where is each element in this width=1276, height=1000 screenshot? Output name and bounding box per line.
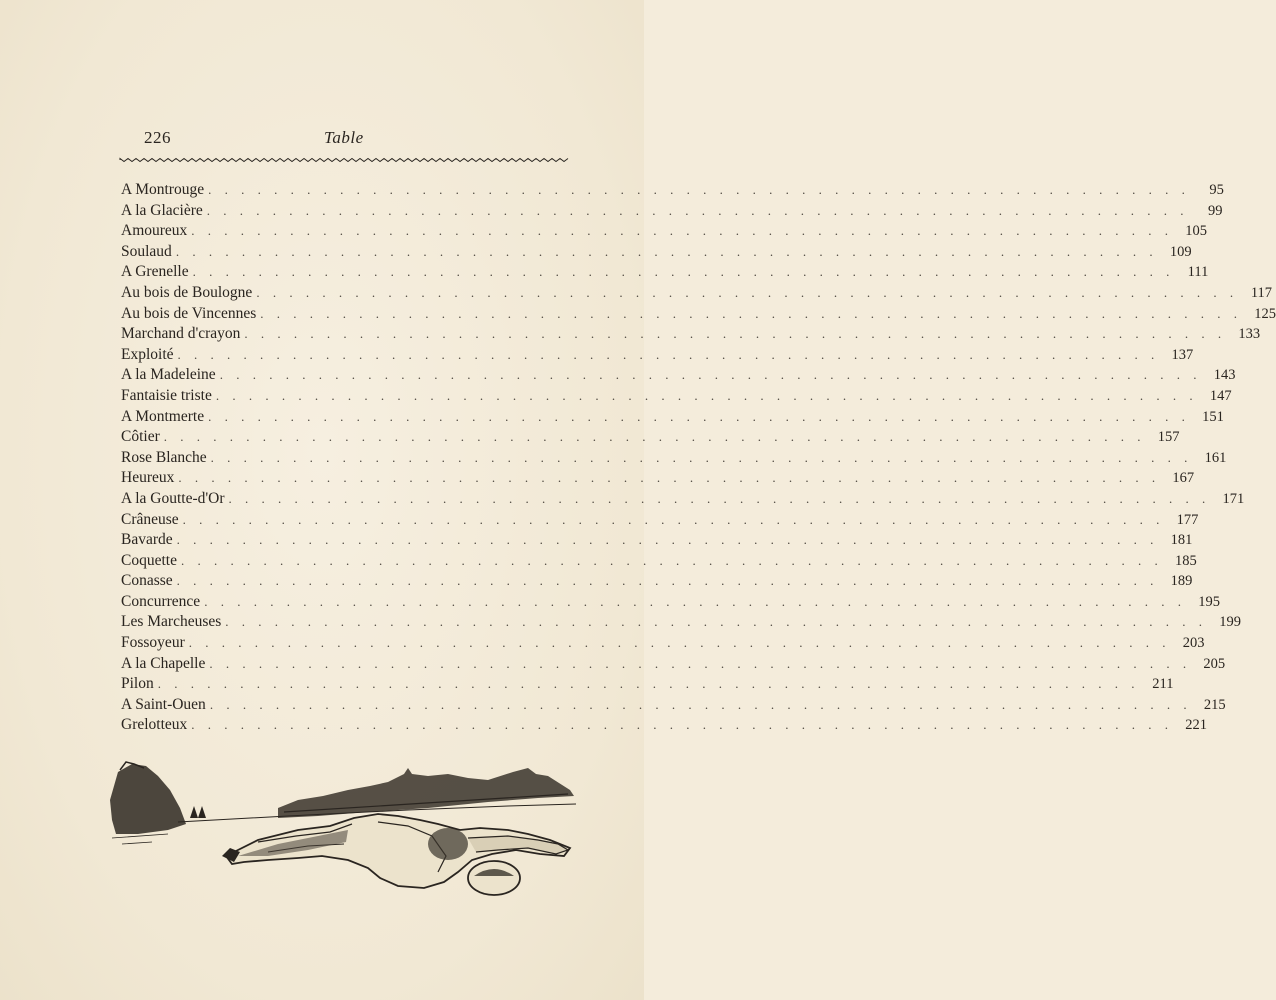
toc-leader-dots: . . . . . . . . . . . . . . . . . . . . . . . . . . . . . . . . . . . . . . . . . . . . . . . . . . . . . . . . . . . .: [191, 717, 1174, 733]
toc-entry-page: 147: [1209, 387, 1232, 404]
toc-entry: [121, 324, 1261, 345]
toc-entry-title: Bavarde: [121, 531, 173, 549]
toc-entry: [121, 407, 1224, 428]
toc-entry-title: Crâneuse: [121, 510, 179, 528]
toc-leader-dots: . . . . . . . . . . . . . . . . . . . . . . . . . . . . . . . . . . . . . . . . . . . . . . . . . . . . . . . . . . . .: [188, 635, 1171, 651]
toc-leader-dots: . . . . . . . . . . . . . . . . . . . . . . . . . . . . . . . . . . . . . . . . . . . . . . . . . . . . . . . . . . . .: [204, 593, 1186, 609]
toc-entry-title: Fantaisie triste: [121, 386, 212, 404]
running-title: Table: [324, 128, 364, 147]
toc-entry-title: Les Marcheuses: [121, 613, 222, 631]
toc-entry-title: Concurrence: [121, 592, 201, 610]
toc-entry-title: A la Goutte-d'Or: [121, 489, 225, 507]
toc-leader-dots: . . . . . . . . . . . . . . . . . . . . . . . . . . . . . . . . . . . . . . . . . . . . . . . . . . . . . . . . . . . .: [191, 223, 1174, 239]
toc-entry: [121, 365, 1236, 386]
toc-entry-page: 195: [1198, 593, 1220, 610]
toc-entry: [121, 715, 1208, 736]
toc-entry: [121, 571, 1193, 592]
toc-entry-page: 211: [1152, 676, 1174, 693]
toc-leader-dots: . . . . . . . . . . . . . . . . . . . . . . . . . . . . . . . . . . . . . . . . . . . . . . . . . . . . . . . . . . . .: [208, 408, 1190, 424]
toc-entry-title: Côtier: [121, 428, 160, 446]
toc-entry-page: 137: [1171, 346, 1194, 363]
toc-leader-dots: . . . . . . . . . . . . . . . . . . . . . . . . . . . . . . . . . . . . . . . . . . . . . . . . . . . . . . . . . . . .: [208, 182, 1190, 197]
toc-leader-dots: . . . . . . . . . . . . . . . . . . . . . . . . . . . . . . . . . . . . . . . . . . . . . . . . . . . . . . . . . . . .: [206, 202, 1189, 218]
toc-entry-title: Amoureux: [121, 222, 188, 240]
toc-entry-page: 199: [1219, 614, 1242, 631]
toc-leader-dots: . . . . . . . . . . . . . . . . . . . . . . . . . . . . . . . . . . . . . . . . . . . . . . . . . . . . . . . . . . . .: [175, 243, 1158, 259]
toc-leader-dots: . . . . . . . . . . . . . . . . . . . . . . . . . . . . . . . . . . . . . . . . . . . . . . . . . . . . . . . . . . . .: [163, 429, 1146, 445]
toc-leader-dots: . . . . . . . . . . . . . . . . . . . . . . . . . . . . . . . . . . . . . . . . . . . . . . . . . . . . . . . . . . . .: [182, 511, 1165, 527]
toc-entry: [121, 612, 1242, 633]
toc-entry-page: 189: [1170, 573, 1193, 590]
toc-entry-title: Grelotteux: [121, 716, 188, 734]
toc-entry: [121, 551, 1197, 572]
toc-entry-page: 215: [1203, 696, 1226, 713]
toc-entry: [121, 695, 1226, 716]
toc-entry-title: Au bois de Vincennes: [121, 304, 257, 322]
toc-leader-dots: . . . . . . . . . . . . . . . . . . . . . . . . . . . . . . . . . . . . . . . . . . . . . . . . . . . . . . . . . . . .: [215, 387, 1198, 403]
toc-entry-title: Fossoyeur: [121, 634, 185, 652]
toc-leader-dots: . . . . . . . . . . . . . . . . . . . . . . . . . . . . . . . . . . . . . . . . . . . . . . . . . . . . . . . . . . . .: [177, 346, 1160, 362]
toc-entry: [121, 654, 1226, 675]
toc-entry: [121, 201, 1223, 222]
toc-leader-dots: . . . . . . . . . . . . . . . . . . . . . . . . . . . . . . . . . . . . . . . . . . . . . . . . . . . . . . . . . . . .: [225, 614, 1208, 630]
toc-entry: [121, 345, 1194, 366]
toc-entry-title: Au bois de Boulogne: [121, 283, 253, 301]
toc-entry: [121, 530, 1193, 551]
toc-entry: [121, 448, 1227, 469]
toc-entry: [121, 180, 1224, 201]
toc-entry-title: Heureux: [121, 469, 175, 487]
toc-entry-title: Coquette: [121, 551, 177, 569]
toc-entry: [121, 468, 1195, 489]
toc-entry: [121, 674, 1174, 695]
decorative-wavy-rule: [120, 156, 570, 164]
table-of-contents: [121, 180, 1276, 736]
toc-leader-dots: . . . . . . . . . . . . . . . . . . . . . . . . . . . . . . . . . . . . . . . . . . . . . . . . . . . . . . . . . . . .: [157, 676, 1140, 692]
toc-entry-page: 161: [1204, 449, 1227, 466]
toc-entry-title: A la Glacière: [121, 201, 203, 219]
toc-entry: [121, 262, 1209, 283]
toc-entry: [121, 304, 1276, 325]
toc-leader-dots: . . . . . . . . . . . . . . . . . . . . . . . . . . . . . . . . . . . . . . . . . . . . . . . . . . . . . . . . . . . .: [178, 470, 1161, 486]
toc-entry-page: 151: [1202, 408, 1224, 425]
toc-entry: [121, 510, 1199, 531]
toc-entry: [121, 242, 1192, 263]
toc-entry: [121, 283, 1273, 304]
toc-entry-page: 181: [1170, 532, 1193, 549]
toc-leader-dots: . . . . . . . . . . . . . . . . . . . . . . . . . . . . . . . . . . . . . . . . . . . . . . . . . . . . . . . . . . . .: [176, 573, 1159, 589]
toc-entry-title: Exploité: [121, 345, 174, 363]
toc-entry-page: 109: [1169, 243, 1192, 260]
toc-entry-title: Rose Blanche: [121, 448, 207, 466]
toc-entry-page: 157: [1157, 429, 1180, 446]
toc-entry-title: Conasse: [121, 572, 173, 590]
toc-entry: [121, 386, 1232, 407]
toc-leader-dots: . . . . . . . . . . . . . . . . . . . . . . . . . . . . . . . . . . . . . . . . . . . . . . . . . . . . . . . . . . . .: [219, 367, 1202, 383]
toc-entry-page: 167: [1172, 470, 1195, 487]
toc-entry: [121, 592, 1220, 613]
toc-entry-title: Marchand d'crayon: [121, 325, 241, 343]
toc-leader-dots: . . . . . . . . . . . . . . . . . . . . . . . . . . . . . . . . . . . . . . . . . . . . . . . . . . . . . . . . . . . .: [209, 655, 1192, 671]
toc-entry: [121, 221, 1208, 242]
toc-entry-title: A la Madeleine: [121, 366, 216, 384]
page-number: 226: [144, 128, 171, 147]
toc-leader-dots: . . . . . . . . . . . . . . . . . . . . . . . . . . . . . . . . . . . . . . . . . . . . . . . . . . . . . . . . . . . .: [209, 696, 1192, 712]
illustration-man-lying-on-ground: [108, 760, 578, 905]
toc-leader-dots: . . . . . . . . . . . . . . . . . . . . . . . . . . . . . . . . . . . . . . . . . . . . . . . . . . . . . . . . . . . .: [228, 490, 1211, 506]
toc-leader-dots: . . . . . . . . . . . . . . . . . . . . . . . . . . . . . . . . . . . . . . . . . . . . . . . . . . . . . . . . . . . .: [260, 305, 1242, 321]
toc-entry: [121, 633, 1205, 654]
toc-entry-page: 105: [1185, 223, 1208, 240]
toc-entry-title: A Saint-Ouen: [121, 695, 206, 713]
toc-leader-dots: . . . . . . . . . . . . . . . . . . . . . . . . . . . . . . . . . . . . . . . . . . . . . . . . . . . . . . . . . . . .: [256, 284, 1239, 300]
toc-entry-page: 117: [1250, 284, 1273, 301]
toc-entry-page: 125: [1254, 305, 1276, 322]
toc-entry-title: A Montrouge: [121, 181, 205, 198]
toc-leader-dots: . . . . . . . . . . . . . . . . . . . . . . . . . . . . . . . . . . . . . . . . . . . . . . . . . . . . . . . . . . . .: [176, 532, 1159, 548]
toc-leader-dots: . . . . . . . . . . . . . . . . . . . . . . . . . . . . . . . . . . . . . . . . . . . . . . . . . . . . . . . . . . . .: [180, 552, 1163, 568]
toc-entry-page: 133: [1238, 326, 1261, 343]
toc-leader-dots: . . . . . . . . . . . . . . . . . . . . . . . . . . . . . . . . . . . . . . . . . . . . . . . . . . . . . . . . . . . .: [210, 449, 1193, 465]
toc-entry-title: A Grenelle: [121, 263, 189, 281]
toc-entry-page: 203: [1182, 635, 1205, 652]
toc-entry-title: A Montmerte: [121, 407, 205, 425]
toc-entry-title: Pilon: [121, 675, 154, 693]
toc-leader-dots: . . . . . . . . . . . . . . . . . . . . . . . . . . . . . . . . . . . . . . . . . . . . . . . . . . . . . . . . . . . .: [192, 264, 1175, 280]
toc-entry-page: 95: [1209, 182, 1224, 198]
toc-entry-title: Soulaud: [121, 242, 172, 260]
toc-entry-page: 177: [1176, 511, 1199, 528]
toc-entry-page: 111: [1187, 264, 1209, 281]
toc-entry-title: A la Chapelle: [121, 654, 206, 672]
toc-entry-page: 143: [1213, 367, 1236, 384]
toc-entry-page: 185: [1174, 552, 1197, 569]
toc-entry-page: 171: [1222, 490, 1245, 507]
page-header: [120, 128, 570, 154]
toc-entry-page: 205: [1203, 655, 1226, 672]
toc-entry-page: 99: [1208, 202, 1223, 219]
toc-leader-dots: . . . . . . . . . . . . . . . . . . . . . . . . . . . . . . . . . . . . . . . . . . . . . . . . . . . . . . . . . . . .: [244, 326, 1227, 342]
toc-entry: [121, 489, 1245, 510]
toc-entry-page: 221: [1185, 717, 1208, 734]
toc-entry: [121, 427, 1180, 448]
